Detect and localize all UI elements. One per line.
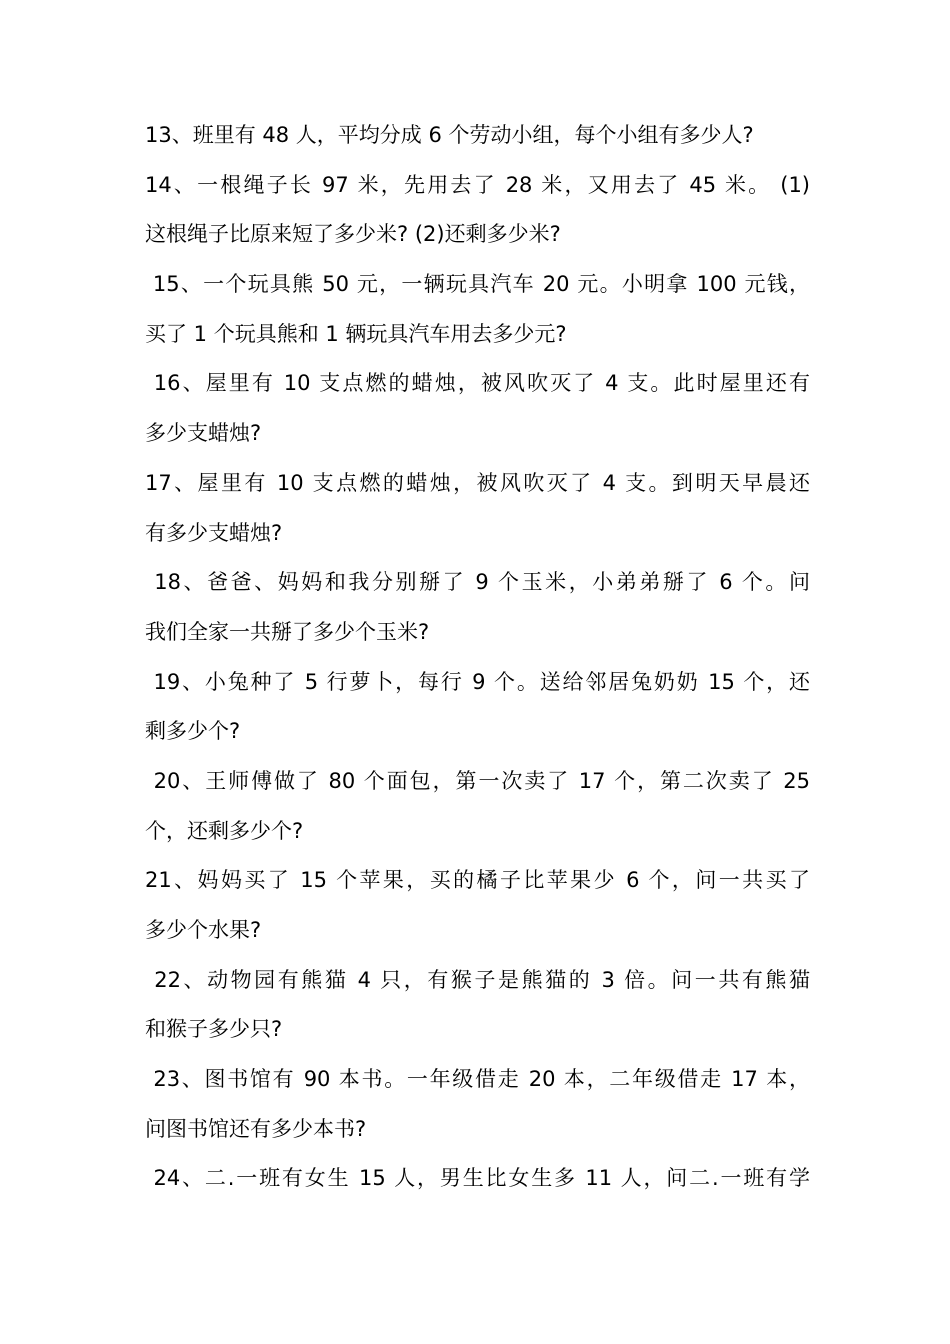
problem-13-line-1: 13、班里有 48 人，平均分成 6 个劳动小组，每个小组有多少人? (145, 123, 754, 147)
problem-23-line-2: 问图书馆还有多少本书? (145, 1116, 367, 1141)
problem-17-line-2: 有多少支蜡烛? (145, 520, 283, 545)
problem-16-line-2: 多少支蜡烛? (145, 421, 262, 446)
problem-20-line-1: 20、王师傅做了 80 个面包，第一次卖了 17 个，第二次卖了 25 (145, 768, 810, 793)
problem-22-line-1: 22、动物园有熊猫 4 只，有猴子是熊猫的 3 倍。问一共有熊猫 (145, 967, 810, 992)
problem-text-block (145, 111, 810, 1204)
problem-19-line-1: 19、小兔种了 5 行萝卜，每行 9 个。送给邻居兔奶奶 15 个，还 (145, 669, 810, 694)
problem-20-line-2: 个，还剩多少个? (145, 818, 304, 843)
problem-18-line-1: 18、爸爸、妈妈和我分别掰了 9 个玉米，小弟弟掰了 6 个。问 (145, 570, 810, 595)
problem-17-line-1: 17、屋里有 10 支点燃的蜡烛，被风吹灭了 4 支。到明天早晨还 (145, 470, 810, 495)
problem-16-line-1: 16、屋里有 10 支点燃的蜡烛，被风吹灭了 4 支。此时屋里还有 (145, 371, 810, 396)
problem-24-line-1: 24、二.一班有女生 15 人，男生比女生多 11 人，问二.一班有学 (145, 1166, 810, 1191)
problem-15-line-1: 15、一个玩具熊 50 元，一辆玩具汽车 20 元。小明拿 100 元钱， (145, 272, 810, 297)
problem-14-line-1: 14、一根绳子长 97 米，先用去了 28 米，又用去了 45 米。 (1) (145, 172, 810, 197)
problem-22-line-2: 和猴子多少只? (145, 1017, 283, 1042)
problem-21-line-2: 多少个水果? (145, 918, 262, 942)
problem-14-line-2: 这根绳子比原来短了多少米? (2)还剩多少米? (145, 222, 561, 247)
problem-15-line-2: 买了 1 个玩具熊和 1 辆玩具汽车用去多少元? (145, 321, 567, 346)
problem-18-line-2: 我们全家一共掰了多少个玉米? (145, 619, 430, 644)
problem-19-line-2: 剩多少个? (145, 719, 241, 744)
problem-21-line-1: 21、妈妈买了 15 个苹果，买的橘子比苹果少 6 个，问一共买了 (145, 868, 810, 893)
problem-23-line-1: 23、图书馆有 90 本书。一年级借走 20 本，二年级借走 17 本， (145, 1067, 810, 1092)
